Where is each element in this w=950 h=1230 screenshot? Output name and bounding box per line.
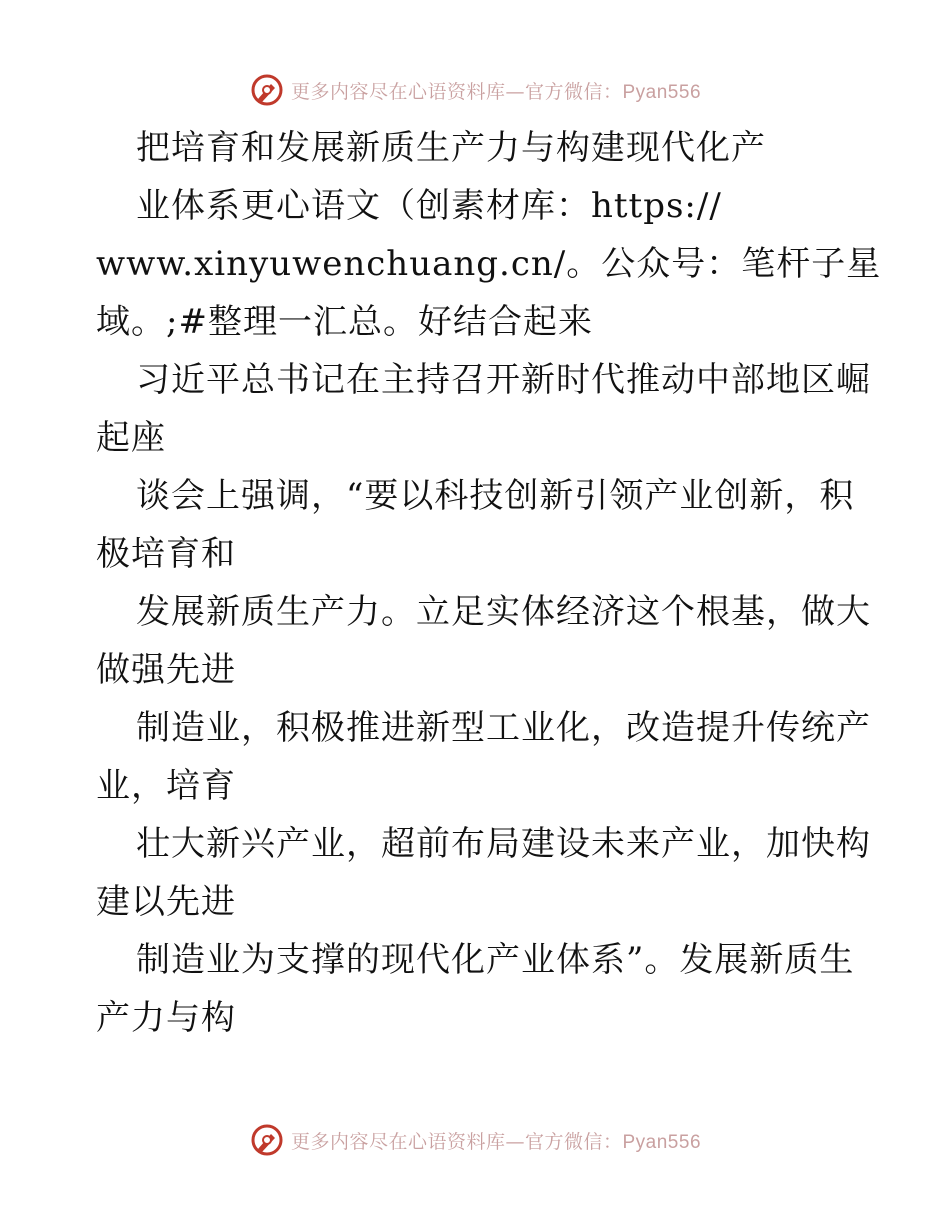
body-line: 业，培育 xyxy=(96,766,236,806)
top-watermark-banner xyxy=(0,70,950,110)
body-line: 把培育和发展新质生产力与构建现代化产 xyxy=(136,128,766,168)
body-line: 习近平总书记在主持召开新时代推动中部地区崛 xyxy=(136,360,871,400)
body-line: 业体系更心语文（创素材库：https:// xyxy=(136,186,722,226)
body-line: 制造业，积极推进新型工业化，改造提升传统产 xyxy=(136,708,871,748)
body-line: 域。;#整理一汇总。好结合起来 xyxy=(96,302,593,342)
watermark-text-latin: Pyan556 xyxy=(622,1131,702,1153)
body-line: 谈会上强调，“要以科技创新引领产业创新，积 xyxy=(136,476,855,516)
bottom-watermark-banner xyxy=(0,1120,950,1160)
watermark-text-latin: Pyan556 xyxy=(622,81,702,103)
watermark-text xyxy=(291,77,701,104)
body-line: 壮大新兴产业，超前布局建设未来产业，加快构 xyxy=(136,824,871,864)
watermark-text-cn: 更多内容尽在心语资料库—官方微信： xyxy=(290,1130,623,1153)
body-line: 极培育和 xyxy=(96,534,236,574)
body-line: www.xinyuwenchuang.cn/。公众号：笔杆子星 xyxy=(96,244,882,284)
body-line: 制造业为支撑的现代化产业体系”。发展新质生 xyxy=(136,940,855,980)
body-line: 起座 xyxy=(96,418,166,458)
red-circle-pen-logo-icon xyxy=(249,1122,285,1158)
red-circle-pen-logo-icon xyxy=(249,72,285,108)
body-line: 做强先进 xyxy=(96,650,236,690)
watermark-text xyxy=(291,1127,701,1154)
body-line: 发展新质生产力。立足实体经济这个根基，做大 xyxy=(136,592,871,632)
body-line: 产力与构 xyxy=(96,998,236,1038)
watermark-text-cn: 更多内容尽在心语资料库—官方微信： xyxy=(290,80,623,103)
body-line: 建以先进 xyxy=(96,882,236,922)
